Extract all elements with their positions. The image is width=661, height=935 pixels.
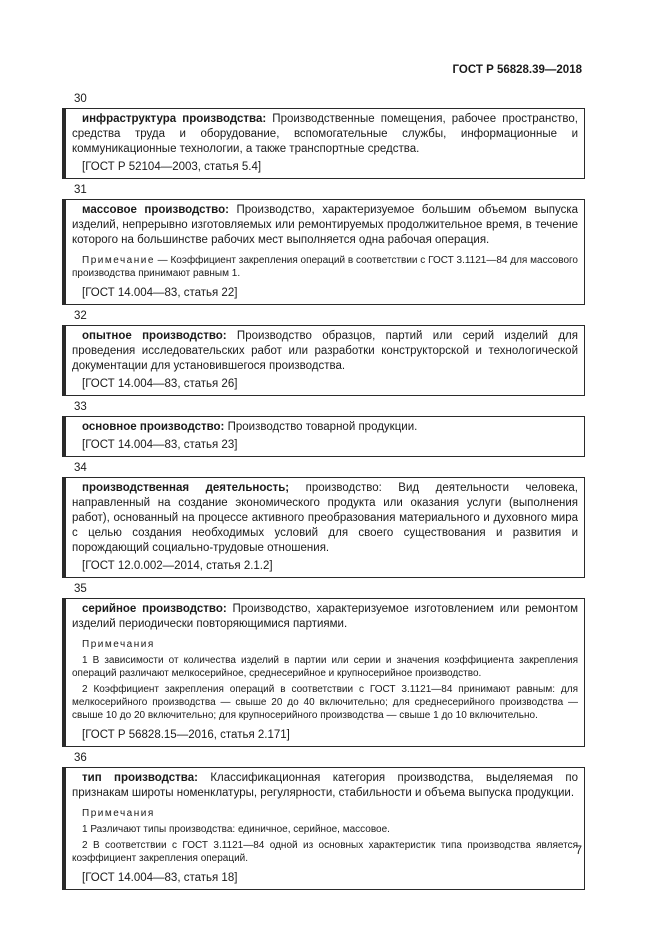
source-reference: [ГОСТ 14.004—83, статья 18] <box>82 872 238 884</box>
notes-heading: Примечания <box>82 808 155 819</box>
note-item: 2 В соответствии с ГОСТ 3.1121—84 одной из основных характеристик типа производства является коэффициент закрепления операций. <box>72 840 578 864</box>
source-reference: [ГОСТ 14.004—83, статья 22] <box>82 287 238 299</box>
source-reference: [ГОСТ 12.0.002—2014, статья 2.1.2] <box>82 560 273 572</box>
source-reference: [ГОСТ Р 56828.15—2016, статья 2.171] <box>82 729 290 741</box>
note-item: 1 Различают типы производства: единичное, серийное, массовое. <box>82 824 390 835</box>
term-name: тип производства: <box>82 772 198 784</box>
term-definition <box>72 602 578 632</box>
term-name: массовое производство: <box>82 204 229 216</box>
entry-number: 35 <box>74 583 87 595</box>
note <box>72 254 578 280</box>
note-item: 2 Коэффициент закрепления операций в соответствии с ГОСТ 3.1121—84 принимают равным: для мелкосерийного производства — свыше 20 до 40 включительно; для среднесерийного производства — свыше 10 до 20 включительно; для крупносерийного производства — свыше 1 до 10 включительно. <box>72 684 578 721</box>
entry-number: 34 <box>74 462 87 474</box>
term-entry <box>62 598 585 747</box>
entry-number: 33 <box>74 401 87 413</box>
term-name: серийное производство: <box>82 603 227 615</box>
definition-text: Производство, характеризуемое большим объемом выпуска изделий, непрерывно изготовляемых или ремонтируемых продолжительное время, в течение которого на большинстве рабочих мест выполняется одна рабочая операция. <box>72 204 578 246</box>
term-definition <box>72 203 578 248</box>
page-number: 7 <box>575 845 582 857</box>
term-definition <box>72 771 578 801</box>
entry-number: 31 <box>74 184 87 196</box>
entry-number: 36 <box>74 752 87 764</box>
term-entry <box>62 477 585 578</box>
term-entry <box>62 325 585 396</box>
notes-heading: Примечания <box>82 639 155 650</box>
standard-header: ГОСТ Р 56828.39—2018 <box>452 64 582 76</box>
term-definition <box>72 329 578 374</box>
source-reference: [ГОСТ 14.004—83, статья 26] <box>82 378 238 390</box>
note-text: — Коэффициент закрепления операций в соответствии с ГОСТ 3.1121—84 для массового производства принимают равным 1. <box>72 255 578 279</box>
definition-text: Производство образцов, партий или серий изделий для проведения исследовательских работ или разработки конструкторской и технологической документации для установившегося производства. <box>72 330 578 372</box>
terms-list <box>62 92 585 894</box>
term-entry <box>62 767 585 890</box>
term-name: опытное производство: <box>82 330 227 342</box>
source-reference: [ГОСТ Р 52104—2003, статья 5.4] <box>82 161 262 173</box>
term-entry <box>62 416 585 457</box>
note-label: Примечание <box>82 255 155 266</box>
term-definition <box>72 420 578 435</box>
definition-text: Классификационная категория производства, выделяемая по признакам широты номенклатуры, регулярности, стабильности и объема выпуска продукции. <box>72 772 578 799</box>
definition-text: Производство товарной продукции. <box>224 421 418 433</box>
term-definition <box>72 481 578 556</box>
source-reference: [ГОСТ 14.004—83, статья 23] <box>82 439 238 451</box>
term-entry <box>62 108 585 179</box>
entry-number: 30 <box>74 93 87 105</box>
note-item: 1 В зависимости от количества изделий в партии или серии и значения коэффициента закрепления операций различают мелкосерийное, среднесерийное и крупносерийное производство. <box>72 655 578 679</box>
term-entry <box>62 199 585 305</box>
term-name: инфраструктура производства: <box>82 113 267 125</box>
definition-text: Производство, характеризуемое изготовлением или ремонтом изделий периодически повторяющимися партиями. <box>72 603 578 630</box>
definition-text: Производственные помещения, рабочее пространство, средства труда и оборудование, вспомогательные службы, информационные и коммуникационные технологии, а также транспортные средства. <box>72 113 578 155</box>
entry-number: 32 <box>74 310 87 322</box>
term-name: основное производство: <box>82 421 225 433</box>
term-name: производственная деятельность; <box>82 482 290 494</box>
term-definition <box>72 112 578 157</box>
definition-text: производство: Вид деятельности человека, направленный на создание экономического продукта или оказания услуги (выполнения работ), основанный на процессе активного преобразования материального и духовного мира с целью создания необходимых условий для своего существования и развития и порождающий социально-трудовые отношения. <box>72 482 579 554</box>
